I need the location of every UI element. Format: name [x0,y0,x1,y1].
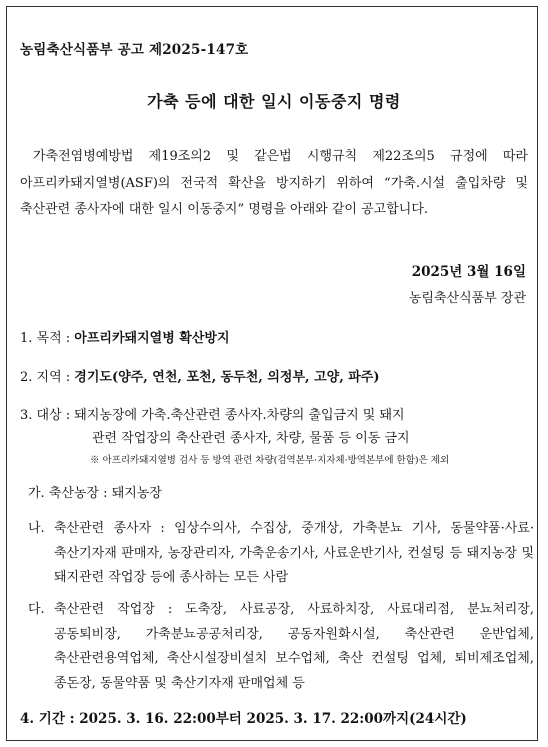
intro-paragraph [20,144,528,224]
subitem-da-label: 다. [28,602,45,617]
item-target-line1: 3. 대상 : 돼지농장에 가축.축산관련 종사자.차량의 출입금지 및 돼지 [20,408,405,423]
subitem-na-text: 축산관련 종사자 : 임상수의사, 수집상, 중개상, 가축분뇨 기사, 동물약품·사료·축산기자재 판매자, 농장관리자, 가축운송기사, 사료운반기사, 컨설팅 등 돼지농장 및 돼지관련 작업장 등에 종사하는 모든 사람 [54,521,534,585]
subitem-ga: 가. 축산농장 : 돼지농장 [28,486,162,501]
item-purpose-label: 1. 목적 : [20,331,75,346]
subitem-na [28,517,534,591]
subitem-da-text: 축산관련 작업장 : 도축장, 사료공장, 사료하치장, 사료대리점, 분뇨처리장, 공동퇴비장, 가축분뇨공공처리장, 공동자원화시설, 축산관련 운반업체, 축산관련용역업체, 축산시설장비설치 보수업체, 축산 컨설팅 업체, 퇴비제조업체, 종돈장, 동물약품 및 축산기자재 판매업체 등 [54,602,534,691]
notice-date: 2025년 3월 16일 [411,264,526,280]
intro-text: 가축전염병예방법 제19조의2 및 같은법 시행규칙 제22조의5 규정에 따라 아프리카돼지열병(ASF)의 전국적 확산을 방지하기 위하여 “가축.시설 출입차량 및 축산관련 종사자에 대한 일시 이동중지” 명령을 아래와 같이 공고합니다. [20,149,528,217]
subitem-da [28,598,534,696]
notice-title: 가축 등에 대한 일시 이동중지 명령 [147,92,401,111]
subitem-na-label: 나. [28,521,45,536]
item-target-line2: 관련 작업장의 축산관련 종사자, 차량, 물품 등 이동 금지 [92,431,410,446]
item-target-note: ※ 아프리카돼지열병 검사 등 방역 관련 차량(검역본부·지자체·방역본부에 한함)은 제외 [90,455,450,466]
notice-issuer: 농림축산식품부 장관 [408,291,526,306]
item-region-label: 2. 지역 : [20,370,75,385]
notice-number: 농림축산식품부 공고 제2025-147호 [20,42,249,58]
item-period: 4. 기간 : 2025. 3. 16. 22:00부터 2025. 3. 17. 22:00까지(24시간) [20,711,467,727]
item-purpose [20,332,230,345]
item-region-value: 경기도(양주, 연천, 포천, 동두천, 의정부, 고양, 파주) [74,370,380,385]
item-purpose-value: 아프리카돼지열병 확산방지 [74,331,230,346]
item-region [20,371,380,384]
